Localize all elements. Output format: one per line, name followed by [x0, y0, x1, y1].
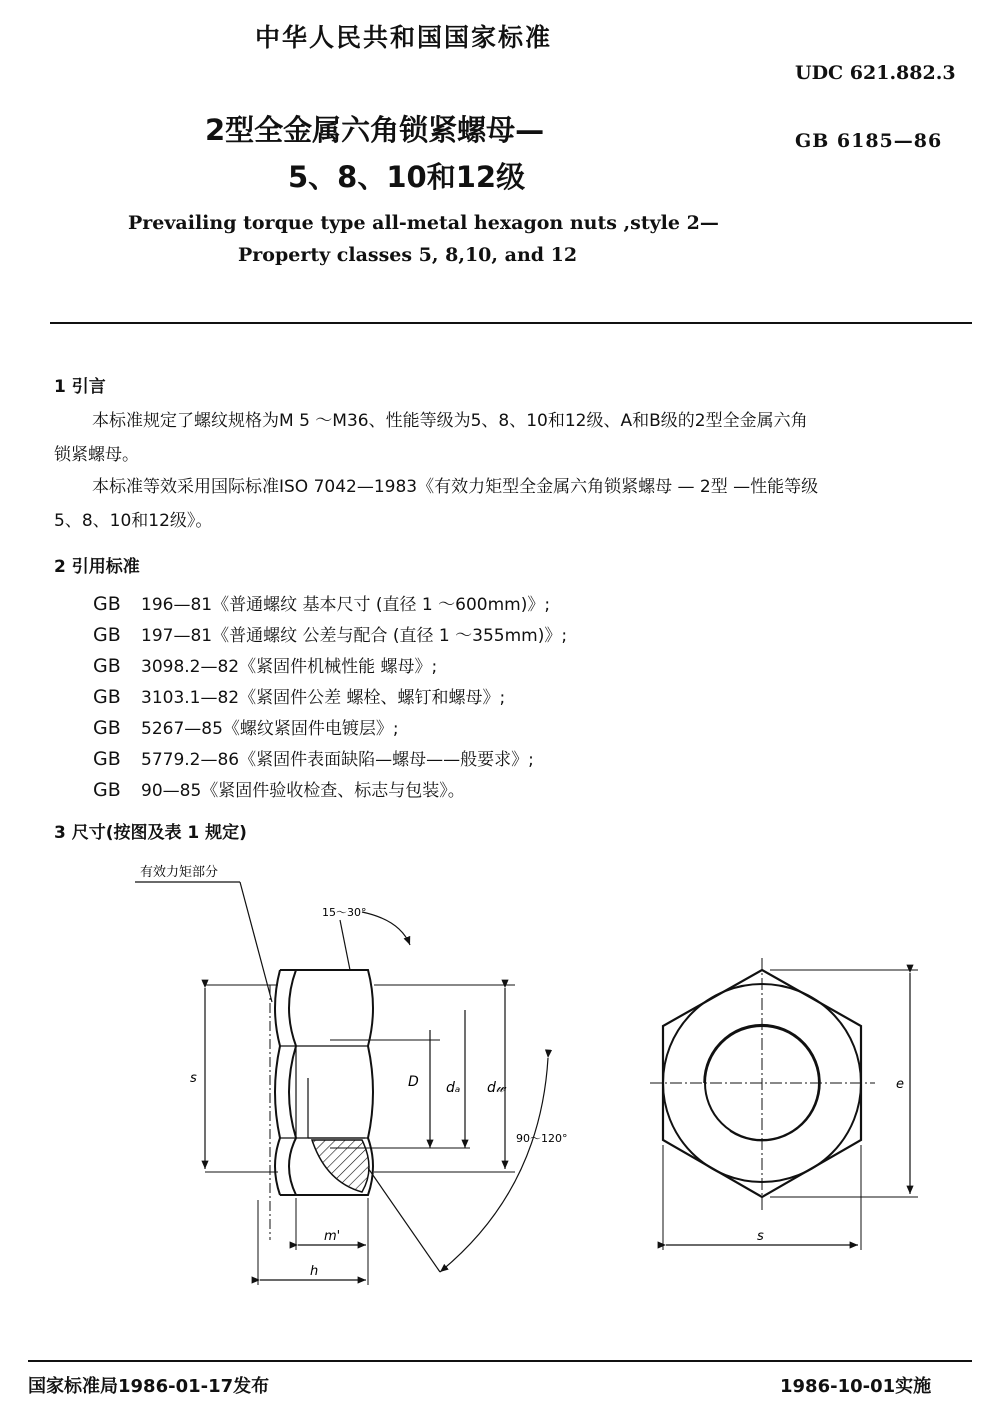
dim-label-s-left: s: [190, 1071, 197, 1086]
reference-text: 197—81《普通螺纹 公差与配合 (直径 1 ～355mm)》;: [141, 626, 568, 646]
footer-rule: [28, 1360, 972, 1362]
callout-label: 有效力矩部分: [140, 865, 219, 880]
title-cn-line2: 5、8、10和12级: [288, 160, 526, 194]
udc-number: UDC 621.882.3: [795, 62, 956, 84]
reference-gb-prefix: GB: [93, 748, 121, 770]
reference-text: 5267—85《螺纹紧固件电镀层》;: [141, 719, 399, 739]
reference-text: 3103.1—82《紧固件公差 螺栓、螺钉和螺母》;: [141, 688, 506, 708]
reference-gb-prefix: GB: [93, 717, 121, 739]
reference-text: 5779.2—86《紧固件表面缺陷—螺母——般要求》;: [141, 750, 534, 770]
section-3-heading: 3 尺寸(按图及表 1 规定): [54, 823, 247, 843]
dim-label-h: h: [310, 1264, 319, 1279]
section-1-p1-line1: 本标准规定了螺纹规格为M 5 ～M36、性能等级为5、8、10和12级、A和B级的2型全金属六角: [92, 411, 808, 431]
reference-text: 3098.2—82《紧固件机械性能 螺母》;: [141, 657, 438, 677]
reference-text: 196—81《普通螺纹 基本尺寸 (直径 1 ～600mm)》;: [141, 595, 551, 615]
angle-label-side: 90～120°: [516, 1132, 568, 1145]
reference-gb-prefix: GB: [93, 624, 121, 646]
effective-date: 1986-10-01实施: [780, 1376, 932, 1397]
title-en-line2: Property classes 5, 8,10, and 12: [238, 244, 578, 266]
reference-text: 90—85《紧固件验收检查、标志与包装》。: [141, 781, 465, 801]
angle-label-top: 15～30°: [322, 906, 367, 919]
section-1-heading: 1 引言: [54, 377, 106, 397]
reference-gb-prefix: GB: [93, 686, 121, 708]
dim-label-m: m': [324, 1229, 341, 1244]
reference-gb-prefix: GB: [93, 779, 121, 801]
section-1-p1-line2: 锁紧螺母。: [54, 445, 139, 465]
gb-number: GB 6185—86: [795, 130, 943, 152]
callout-leader: [135, 864, 272, 1002]
dim-label-D: D: [408, 1074, 419, 1090]
dim-label-s-bottom: s: [757, 1229, 764, 1244]
reference-gb-prefix: GB: [93, 593, 121, 615]
issuing-body: 中华人民共和国国家标准: [255, 23, 553, 52]
issue-date: 国家标准局1986-01-17发布: [28, 1376, 270, 1397]
front-view: [650, 958, 875, 1210]
title-cn-line1: 2型全金属六角锁紧螺母—: [205, 113, 545, 147]
section-2-heading: 2 引用标准: [54, 557, 140, 577]
title-en-line1: Prevailing torque type all-metal hexagon nuts ,style 2—: [128, 212, 719, 234]
dim-label-dw: d𝓌: [487, 1080, 506, 1096]
dim-label-e: e: [896, 1077, 904, 1092]
dim-label-da: dₐ: [446, 1080, 461, 1096]
section-1-p2-line1: 本标准等效采用国际标准ISO 7042—1983《有效力矩型全金属六角锁紧螺母 — 2型 —性能等级: [92, 477, 819, 497]
section-1-p2-line2: 5、8、10和12级》。: [54, 511, 213, 531]
reference-gb-prefix: GB: [93, 655, 121, 677]
